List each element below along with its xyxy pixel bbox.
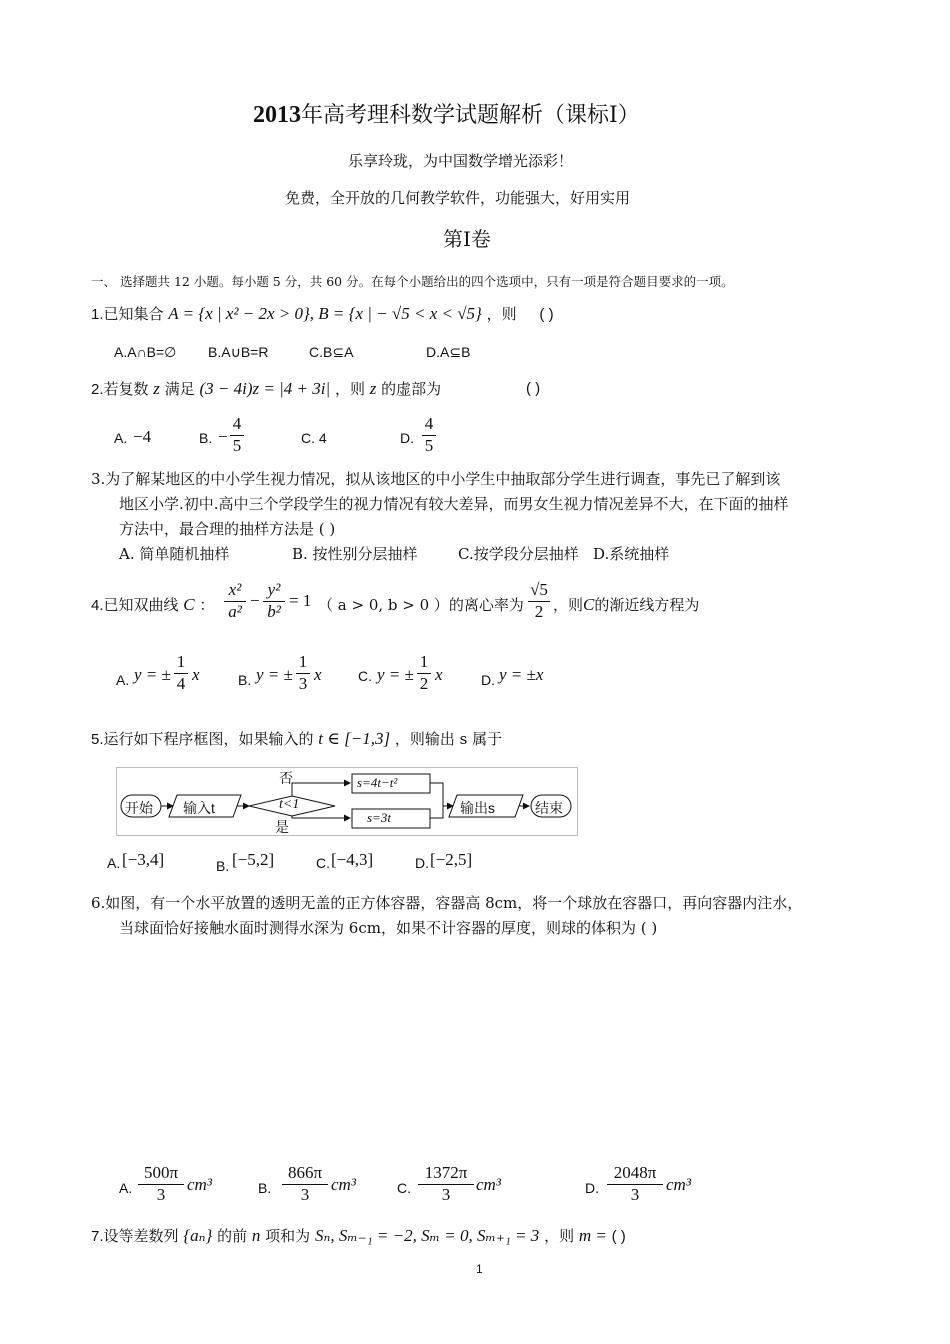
q1-option-b: B.A∪B=R bbox=[208, 344, 269, 360]
q4-option-b-pre: y = ± bbox=[256, 665, 293, 684]
q4-option-a-num: 1 bbox=[174, 652, 188, 674]
q4-option-a-pre: y = ± bbox=[134, 665, 171, 684]
q2-option-d-label: D. bbox=[400, 430, 414, 446]
q2-option-b-num: 4 bbox=[230, 414, 244, 436]
q6-option-c-num: 1372π bbox=[418, 1163, 474, 1185]
flow-box-yes bbox=[352, 809, 430, 828]
q1-sets: A = {x | x² − 2x > 0}, B = {x | − √5 < x < √5} bbox=[168, 304, 482, 323]
q2-tail1: ，则 bbox=[334, 380, 365, 398]
flow-output-label: 输出s bbox=[460, 800, 495, 816]
q4-tail1: ，则 bbox=[553, 596, 584, 614]
q4-option-c-fraction bbox=[417, 652, 431, 694]
q5-option-c-label: C. bbox=[316, 855, 330, 871]
flow-input-label: 输入t bbox=[183, 800, 215, 816]
q2-answer-paren: ( ) bbox=[526, 380, 541, 397]
q2-option-b-fraction bbox=[230, 414, 244, 456]
flow-start-label: 开始 bbox=[125, 800, 153, 816]
q4-minus: − bbox=[250, 591, 260, 610]
q4-option-b-label: B. bbox=[238, 672, 252, 688]
q7-stem: 7.设等差数列 bbox=[91, 1228, 179, 1245]
q4-option-c-den: 2 bbox=[419, 674, 429, 693]
q2-stem: 2.若复数 bbox=[91, 381, 149, 398]
q6-option-a-label: A. bbox=[119, 1180, 133, 1196]
q6-option-d-unit: cm³ bbox=[666, 1175, 691, 1194]
q2-option-a-value: −4 bbox=[133, 427, 152, 446]
q1-tail: ，则 bbox=[486, 305, 517, 323]
flow-box-no-label: s=4t−t² bbox=[357, 775, 398, 790]
q6-option-a-num: 500π bbox=[138, 1163, 184, 1185]
q6-line-2: 当球面恰好接触水面时测得水深为 6cm，如果不计容器的厚度，则球的体积为 ( ) bbox=[119, 919, 658, 937]
q4-a2: a² bbox=[228, 602, 242, 621]
q4-option-b-post: x bbox=[314, 665, 322, 684]
q5-option-c-value: [−4,3] bbox=[331, 850, 374, 869]
q6-option-b-num: 866π bbox=[282, 1163, 328, 1185]
q6-option-c-fraction bbox=[418, 1163, 474, 1205]
q3-line-2: 地区小学.初中.高中三个学段学生的视力情况有较大差异，而男女生视力情况差异不大，在下面的抽样 bbox=[119, 495, 789, 513]
q4-C2: C bbox=[583, 595, 595, 614]
page-number: 1 bbox=[476, 1262, 483, 1276]
q6-option-d-fraction bbox=[607, 1163, 663, 1205]
q6-option-a-den: 3 bbox=[156, 1185, 166, 1204]
q2-option-b-den: 5 bbox=[232, 436, 242, 455]
q3-option-d: D.系统抽样 bbox=[593, 545, 670, 563]
q4-option-c-num: 1 bbox=[417, 652, 431, 674]
q4-option-c-label: C. bbox=[358, 668, 372, 684]
q2-equation: (3 − 4i)z = |4 + 3i| bbox=[199, 379, 331, 398]
q4-C: C bbox=[183, 595, 195, 614]
q2-tail2: 的虚部为 bbox=[381, 380, 442, 398]
q4-tail bbox=[553, 594, 699, 615]
q4-option-c-pre: y = ± bbox=[377, 665, 414, 684]
q7-equation: Sₙ, Sₘ₋₁ = −2, Sₘ = 0, Sₘ₊₁ = 3 bbox=[314, 1226, 540, 1245]
q6-option-b-unit: cm³ bbox=[331, 1175, 356, 1194]
q2-option-b-label: B. bbox=[199, 430, 213, 446]
q4-option-d-label: D. bbox=[481, 672, 495, 688]
q6-option-c-label: C. bbox=[397, 1180, 411, 1196]
q1-option-c: C.B⊆A bbox=[309, 344, 354, 360]
q7-mid: 的前 bbox=[217, 1227, 248, 1245]
q7-sequence: {aₙ} bbox=[183, 1226, 213, 1245]
q6-option-c-unit: cm³ bbox=[476, 1175, 501, 1194]
q4-condition: （ a > 0, b > 0 ）的离心率为 bbox=[318, 596, 524, 614]
q6-option-b-den: 3 bbox=[300, 1185, 310, 1204]
q4-option-b-num: 1 bbox=[296, 652, 310, 674]
q1-answer-paren: ( ) bbox=[539, 306, 554, 323]
q6-option-b-fraction bbox=[282, 1163, 328, 1205]
section-instructions: 一、 选择题共 12 小题。每小题 5 分，共 60 分。在每个小题给出的四个选项中，只有一项是符合题目要求的一项。 bbox=[91, 274, 734, 289]
q3-line-3: 方法中，最合理的抽样方法是 ( ) bbox=[119, 520, 336, 538]
q7-tail: ，则 bbox=[544, 1227, 575, 1245]
q4-option-b-den: 3 bbox=[298, 674, 308, 693]
q1-option-a: A.A∩B=∅ bbox=[114, 344, 177, 360]
q4-colon: ： bbox=[199, 596, 215, 614]
q2-option-a-label: A. bbox=[114, 430, 128, 446]
question-5 bbox=[91, 728, 502, 749]
q3-line-1: 3.为了解某地区的中小学生视力情况，拟从该地区的中小学生中抽取部分学生进行调查，事先已了解到该 bbox=[91, 470, 781, 488]
q2-z2: z bbox=[369, 379, 377, 398]
q4-b2: b² bbox=[267, 602, 281, 621]
flow-end-label: 结束 bbox=[535, 800, 563, 816]
q7-m: m = bbox=[578, 1226, 607, 1245]
q6-option-a-fraction bbox=[138, 1163, 184, 1205]
q2-mid: 满足 bbox=[164, 380, 195, 398]
q6-line-1: 6.如图，有一个水平放置的透明无盖的正方体容器，容器高 8cm，将一个球放在容器口，再向容器内注水， bbox=[91, 894, 803, 912]
q4-e-num: √5 bbox=[528, 580, 550, 602]
slogan-line-1: 乐享玲珑，为中国数学增光添彩！ bbox=[348, 152, 574, 170]
q2-option-b-sign: − bbox=[218, 427, 228, 446]
title-year: 2013 bbox=[253, 102, 301, 128]
q5-option-a-label: A. bbox=[107, 855, 121, 871]
q4-option-a-label: A. bbox=[116, 672, 130, 688]
q4-frac-x bbox=[224, 580, 246, 622]
flowchart bbox=[116, 767, 578, 836]
q4-e-den: 2 bbox=[534, 602, 544, 621]
q5-option-a-value: [−3,4] bbox=[122, 850, 165, 869]
slogan-line-2: 免费，全开放的几何教学软件，功能强大，好用实用 bbox=[285, 189, 631, 207]
flow-box-yes-label: s=3t bbox=[367, 810, 391, 825]
q5-option-d-value: [−2,5] bbox=[430, 850, 473, 869]
q4-y2: y² bbox=[263, 580, 285, 602]
q6-option-d-num: 2048π bbox=[607, 1163, 663, 1185]
q7-n: n bbox=[251, 1226, 261, 1245]
q4-option-d-pre: y = ±x bbox=[499, 665, 544, 684]
q2-option-c: C. 4 bbox=[301, 430, 327, 446]
q6-option-a-unit: cm³ bbox=[187, 1175, 212, 1194]
question-1 bbox=[91, 303, 554, 324]
q1-option-d: D.A⊆B bbox=[426, 344, 471, 360]
question-2 bbox=[91, 378, 441, 399]
q2-z: z bbox=[153, 379, 160, 398]
q2-option-d-fraction bbox=[422, 414, 436, 456]
q4-option-c-post: x bbox=[435, 665, 443, 684]
q2-option-d-num: 4 bbox=[422, 414, 436, 436]
q3-option-a: A. 简单随机抽样 bbox=[119, 545, 230, 563]
q6-option-d-label: D. bbox=[585, 1180, 599, 1196]
q5-option-b-value: [−5,2] bbox=[232, 850, 275, 869]
q6-option-b-label: B. bbox=[258, 1180, 272, 1196]
q5-condition: t ∈ [−1,3] bbox=[318, 729, 391, 748]
q5-tail: ，则输出 s 属于 bbox=[394, 730, 503, 748]
title-text: 年高考理科数学试题解析（课标Ⅰ） bbox=[301, 103, 640, 128]
q4-stem: 4.已知双曲线 bbox=[91, 597, 179, 614]
q4-frac-y bbox=[263, 580, 285, 622]
q6-option-d-den: 3 bbox=[630, 1185, 640, 1204]
q4-eccentricity bbox=[528, 580, 550, 622]
flow-no-label: 否 bbox=[279, 770, 293, 786]
question-7 bbox=[91, 1225, 626, 1246]
q4-option-a-post: x bbox=[192, 665, 200, 684]
q4-option-b-fraction bbox=[296, 652, 310, 694]
q5-option-d-label: D. bbox=[415, 855, 429, 871]
q4-eq1: = 1 bbox=[289, 591, 312, 610]
volume-heading: 第Ⅰ卷 bbox=[443, 227, 491, 251]
q3-option-c: C.按学段分层抽样 bbox=[458, 545, 579, 563]
q4-tail2: 的渐近线方程为 bbox=[594, 596, 700, 614]
question-4 bbox=[91, 594, 214, 615]
q7-answer-paren: ( ) bbox=[611, 1228, 626, 1245]
q3-option-b: B. 按性别分层抽样 bbox=[292, 545, 418, 563]
flow-decision-label: t<1 bbox=[279, 797, 300, 812]
q7-mid2: 项和为 bbox=[265, 1227, 311, 1245]
flow-yes-label: 是 bbox=[275, 819, 289, 835]
q6-option-c-den: 3 bbox=[441, 1185, 451, 1204]
page-title bbox=[253, 98, 640, 129]
q4-option-a-den: 4 bbox=[176, 674, 186, 693]
q4-x2: x² bbox=[224, 580, 246, 602]
q1-stem: 1.已知集合 bbox=[91, 306, 164, 323]
q5-option-b-label: B. bbox=[216, 858, 230, 874]
q2-option-d-den: 5 bbox=[424, 436, 434, 455]
q4-option-a-fraction bbox=[174, 652, 188, 694]
q5-stem: 5.运行如下程序框图，如果输入的 bbox=[91, 731, 314, 748]
